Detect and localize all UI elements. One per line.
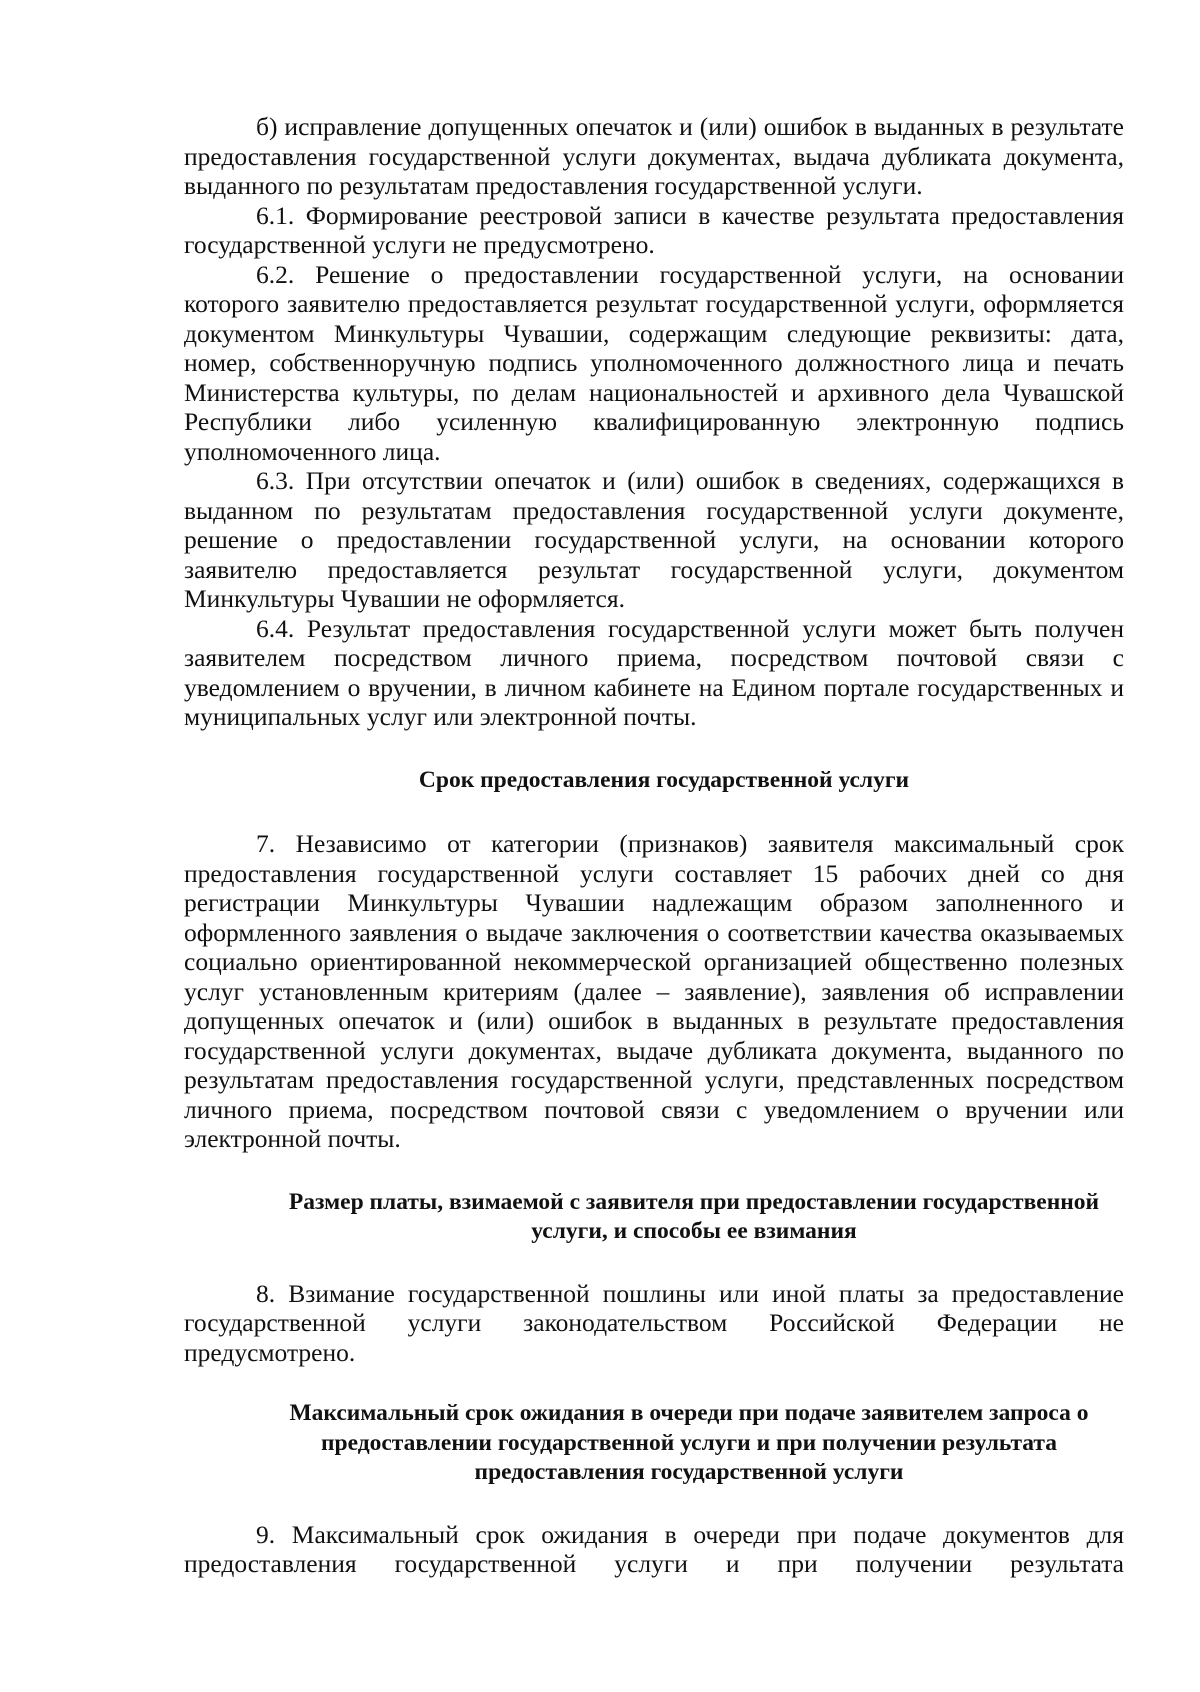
paragraph-6-4: 6.4. Результат предоставления государственной услуги может быть получен заявителем посредством личного приема, посредством почтовой связи с уведомлением о вручении, в личном кабинете на Едином портале государственных и муниципальных услуг или электронной почты.: [184, 613, 1124, 731]
heading-fee-line1: Размер платы, взимаемой с заявителя при предоставлении государственной: [288, 1188, 1100, 1215]
heading-queue-time: [184, 1399, 1124, 1488]
heading-queue-line2: предоставлении государственной услуги и при получении результата: [320, 1429, 1058, 1456]
document-page: [184, 112, 1124, 1579]
paragraph-8: 8. Взимание государственной пошлины или иной платы за предоставление государственной услуги законодательством Российской Федерации не предусмотрено.: [184, 1278, 1124, 1367]
heading-service-term: Срок предоставления государственной услуги: [418, 766, 910, 793]
heading-fee-line2: услуги, и способы ее взимания: [531, 1218, 857, 1244]
paragraph-9: 9. Максимальный срок ожидания в очереди при подаче документов для предоставления государственной услуги и при получении результата: [184, 1519, 1124, 1578]
paragraph-6-3: 6.3. При отсутствии опечаток и (или) ошибок в сведениях, содержащихся в выданном по результатам предоставления государственной услуги документе, решение о предоставлении государственной услуги, на основании которого заявителю предоставляется результат государственной услуги, документом Минкультуры Чувашии не оформляется.: [184, 466, 1124, 613]
heading-queue-line1: Максимальный срок ожидания в очереди при подаче заявителем запроса о: [289, 1400, 1089, 1426]
paragraph-6-1: 6.1. Формирование реестровой записи в качестве результата предоставления государственной услуги не предусмотрено.: [184, 200, 1124, 259]
heading-queue-line3: предоставления государственной услуги: [474, 1459, 904, 1485]
paragraph-7: 7. Независимо от категории (признаков) заявителя максимальный срок предоставления государственной услуги составляет 15 рабочих дней со дня регистрации Минкультуры Чувашии надлежащим образом заполненного и оформленного заявления о выдаче заключения о соответствии качества оказываемых социально ориентированной некоммерческой организацией общественно полезных услуг установленным критериям (далее – заявление), заявления об исправлении допущенных опечаток и (или) ошибок в выданных в результате предоставления государственной услуги документах, выдаче дубликата документа, выданного по результатам предоставления государственной услуги, представленных посредством личного приема, посредством почтовой связи с уведомлением о вручении или электронной почты.: [184, 829, 1124, 1153]
heading-fee: [184, 1188, 1124, 1247]
paragraph-6-2: 6.2. Решение о предоставлении государственной услуги, на основании которого заявителю предоставляется результат государственной услуги, оформляется документом Минкультуры Чувашии, содержащим следующие реквизиты: дата, номер, собственноручную подпись уполномоченного должностного лица и печать Министерства культуры, по делам национальностей и архивного дела Чувашской Республики либо усиленную квалифицированную электронную подпись уполномоченного лица.: [184, 259, 1124, 466]
paragraph-6b: б) исправление допущенных опечаток и (или) ошибок в выданных в результате предоставления государственной услуги документах, выдача дубликата документа, выданного по результатам предоставления государственной услуги.: [184, 112, 1124, 200]
